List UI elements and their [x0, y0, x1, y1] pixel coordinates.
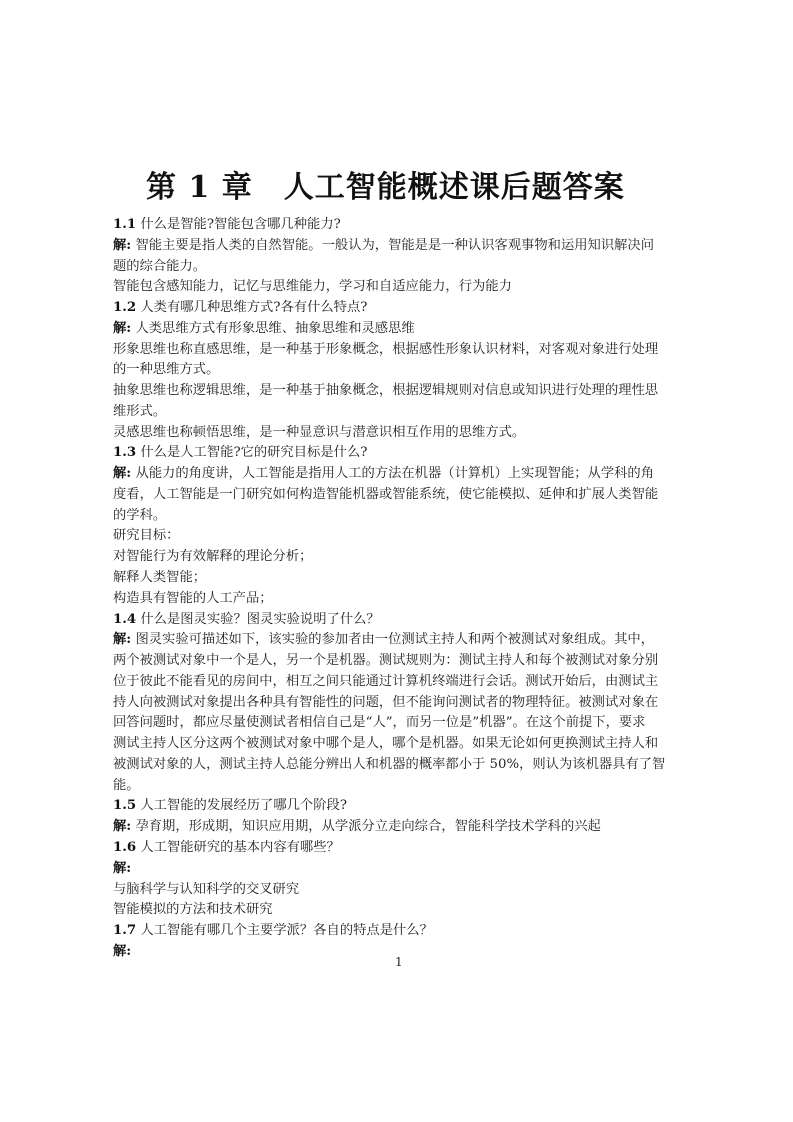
line-text: 的一种思维方式。	[113, 362, 220, 378]
text-line	[113, 257, 703, 278]
answer-label: 解:	[113, 860, 132, 876]
answer-label: 解:	[113, 632, 132, 648]
line-text: 测试主持人区分这两个被测试对象中哪个是人，哪个是机器。如果无论如何更换测试主持人和	[113, 736, 659, 752]
answer-line	[113, 817, 703, 838]
line-text: 题的综合能力。	[113, 258, 207, 274]
line-text: 构造具有智能的人工产品；	[113, 590, 273, 606]
text-line	[113, 360, 703, 381]
text-line	[113, 485, 703, 506]
text-line	[113, 651, 703, 672]
text-line	[113, 776, 703, 797]
text-line	[113, 755, 703, 776]
text-line	[113, 880, 703, 901]
question-number: 1.1	[113, 217, 137, 232]
question-line	[113, 838, 703, 859]
page-number: 1	[395, 955, 403, 969]
answer-line	[113, 236, 703, 257]
answer-line	[113, 859, 703, 880]
question-line	[113, 796, 703, 817]
answer-line	[113, 464, 703, 485]
line-text: 什么是图灵实验？图灵实验说明了什么？	[136, 611, 380, 627]
answer-label: 解:	[113, 320, 132, 336]
question-line	[113, 443, 703, 464]
question-number: 1.7	[113, 923, 137, 939]
line-text: 持人向被测试对象提出各种具有智能性的问题，但不能询问测试者的物理特征。被测试对象在	[113, 694, 659, 710]
line-text: 孕育期，形成期，知识应用期，从学派分立走向综合，智能科学技术学科的兴起	[131, 819, 601, 835]
line-text: 智能主要是指人类的自然智能。一般认为，智能是是一种认识客观事物和运用知识解决问	[131, 237, 655, 253]
line-text: 人类思维方式有形象思维、抽象思维和灵感思维	[131, 320, 415, 336]
line-text: 抽象思维也称逻辑思维，是一种基于抽象概念，根据逻辑规则对信息或知识进行处理的理性思	[113, 383, 659, 399]
question-line	[113, 298, 703, 319]
line-text: 解释人类智能；	[113, 570, 207, 586]
answer-line	[113, 630, 703, 651]
line-text: 度看，人工智能是一门研究如何构造智能机器或智能系统，使它能模拟、延伸和扩展人类智能	[113, 486, 659, 502]
line-text: 人工智能有哪几个主要学派？各自的特点是什么？	[136, 923, 433, 939]
text-line	[113, 568, 703, 589]
line-text: 灵感思维也称顿悟思维，是一种显意识与潜意识相互作用的思维方式。	[113, 424, 526, 440]
question-line	[113, 215, 703, 236]
line-text: 什么是人工智能?它的研究目标是什么?	[136, 445, 368, 461]
text-line	[113, 381, 703, 402]
line-text: 智能模拟的方法和技术研究	[113, 902, 273, 918]
answer-label: 解:	[113, 819, 132, 835]
text-line	[113, 423, 703, 444]
question-line	[113, 610, 703, 631]
line-text: 智能包含感知能力，记忆与思维能力，学习和自适应能力，行为能力	[113, 279, 512, 295]
answer-label: 解:	[113, 237, 132, 253]
answer-label: 解:	[113, 466, 132, 482]
line-text: 与脑科学与认知科学的交叉研究	[113, 881, 300, 897]
answer-label: 解:	[113, 943, 132, 959]
line-text: 维形式。	[113, 403, 167, 419]
line-text: 人工智能的发展经历了哪几个阶段?	[136, 798, 347, 814]
answer-line	[113, 942, 703, 963]
text-line	[113, 547, 703, 568]
line-text: 被测试对象的人，测试主持人总能分辨出人和机器的概率都小于 50%，则认为该机器具有了智	[113, 756, 666, 772]
line-text: 研究目标：	[113, 528, 180, 544]
text-line	[113, 506, 703, 527]
text-line	[113, 340, 703, 361]
text-line	[113, 277, 703, 298]
line-text: 两个被测试对象中一个是人，另一个是机器。测试规则为：测试主持人和每个被测试对象分别	[113, 653, 659, 669]
line-text: 能。	[113, 777, 140, 793]
line-text: 从能力的角度讲，人工智能是指用人工的方法在机器（计算机）上实现智能；从学科的角	[131, 466, 655, 482]
text-line	[113, 672, 703, 693]
text-line	[113, 734, 703, 755]
text-line	[113, 589, 703, 610]
chapter-title: 第 1 章 人工智能概述课后题答案	[146, 170, 625, 205]
question-number: 1.6	[113, 839, 137, 855]
line-text: 人类有哪几种思维方式?各有什么特点?	[136, 300, 368, 316]
question-line	[113, 921, 703, 942]
line-text: 什么是智能?智能包含哪几种能力?	[136, 217, 341, 232]
text-line	[113, 402, 703, 423]
question-number: 1.4	[113, 611, 137, 627]
line-text: 的学科。	[113, 507, 167, 523]
line-text: 位于彼此不能看见的房间中，相互之间只能通过计算机终端进行会话。测试开始后，由测试主	[113, 673, 659, 689]
line-text: 对智能行为有效解释的理论分析；	[113, 549, 313, 565]
document-body	[113, 215, 703, 963]
answer-line	[113, 319, 703, 340]
question-number: 1.2	[113, 300, 137, 316]
line-text: 回答问题时，都应尽量使测试者相信自己是“人”，而另一位是”机器”。在这个前提下，要求	[113, 715, 646, 731]
text-line	[113, 713, 703, 734]
line-text: 图灵实验可描述如下，该实验的参加者由一位测试主持人和两个被测试对象组成。其中，	[131, 632, 655, 648]
text-line	[113, 526, 703, 547]
line-text: 人工智能研究的基本内容有哪些？	[136, 839, 340, 855]
text-line	[113, 900, 703, 921]
line-text: 形象思维也称直感思维，是一种基于形象概念，根据感性形象认识材料，对客观对象进行处理	[113, 341, 659, 357]
text-line	[113, 693, 703, 714]
question-number: 1.5	[113, 798, 137, 814]
question-number: 1.3	[113, 445, 137, 461]
